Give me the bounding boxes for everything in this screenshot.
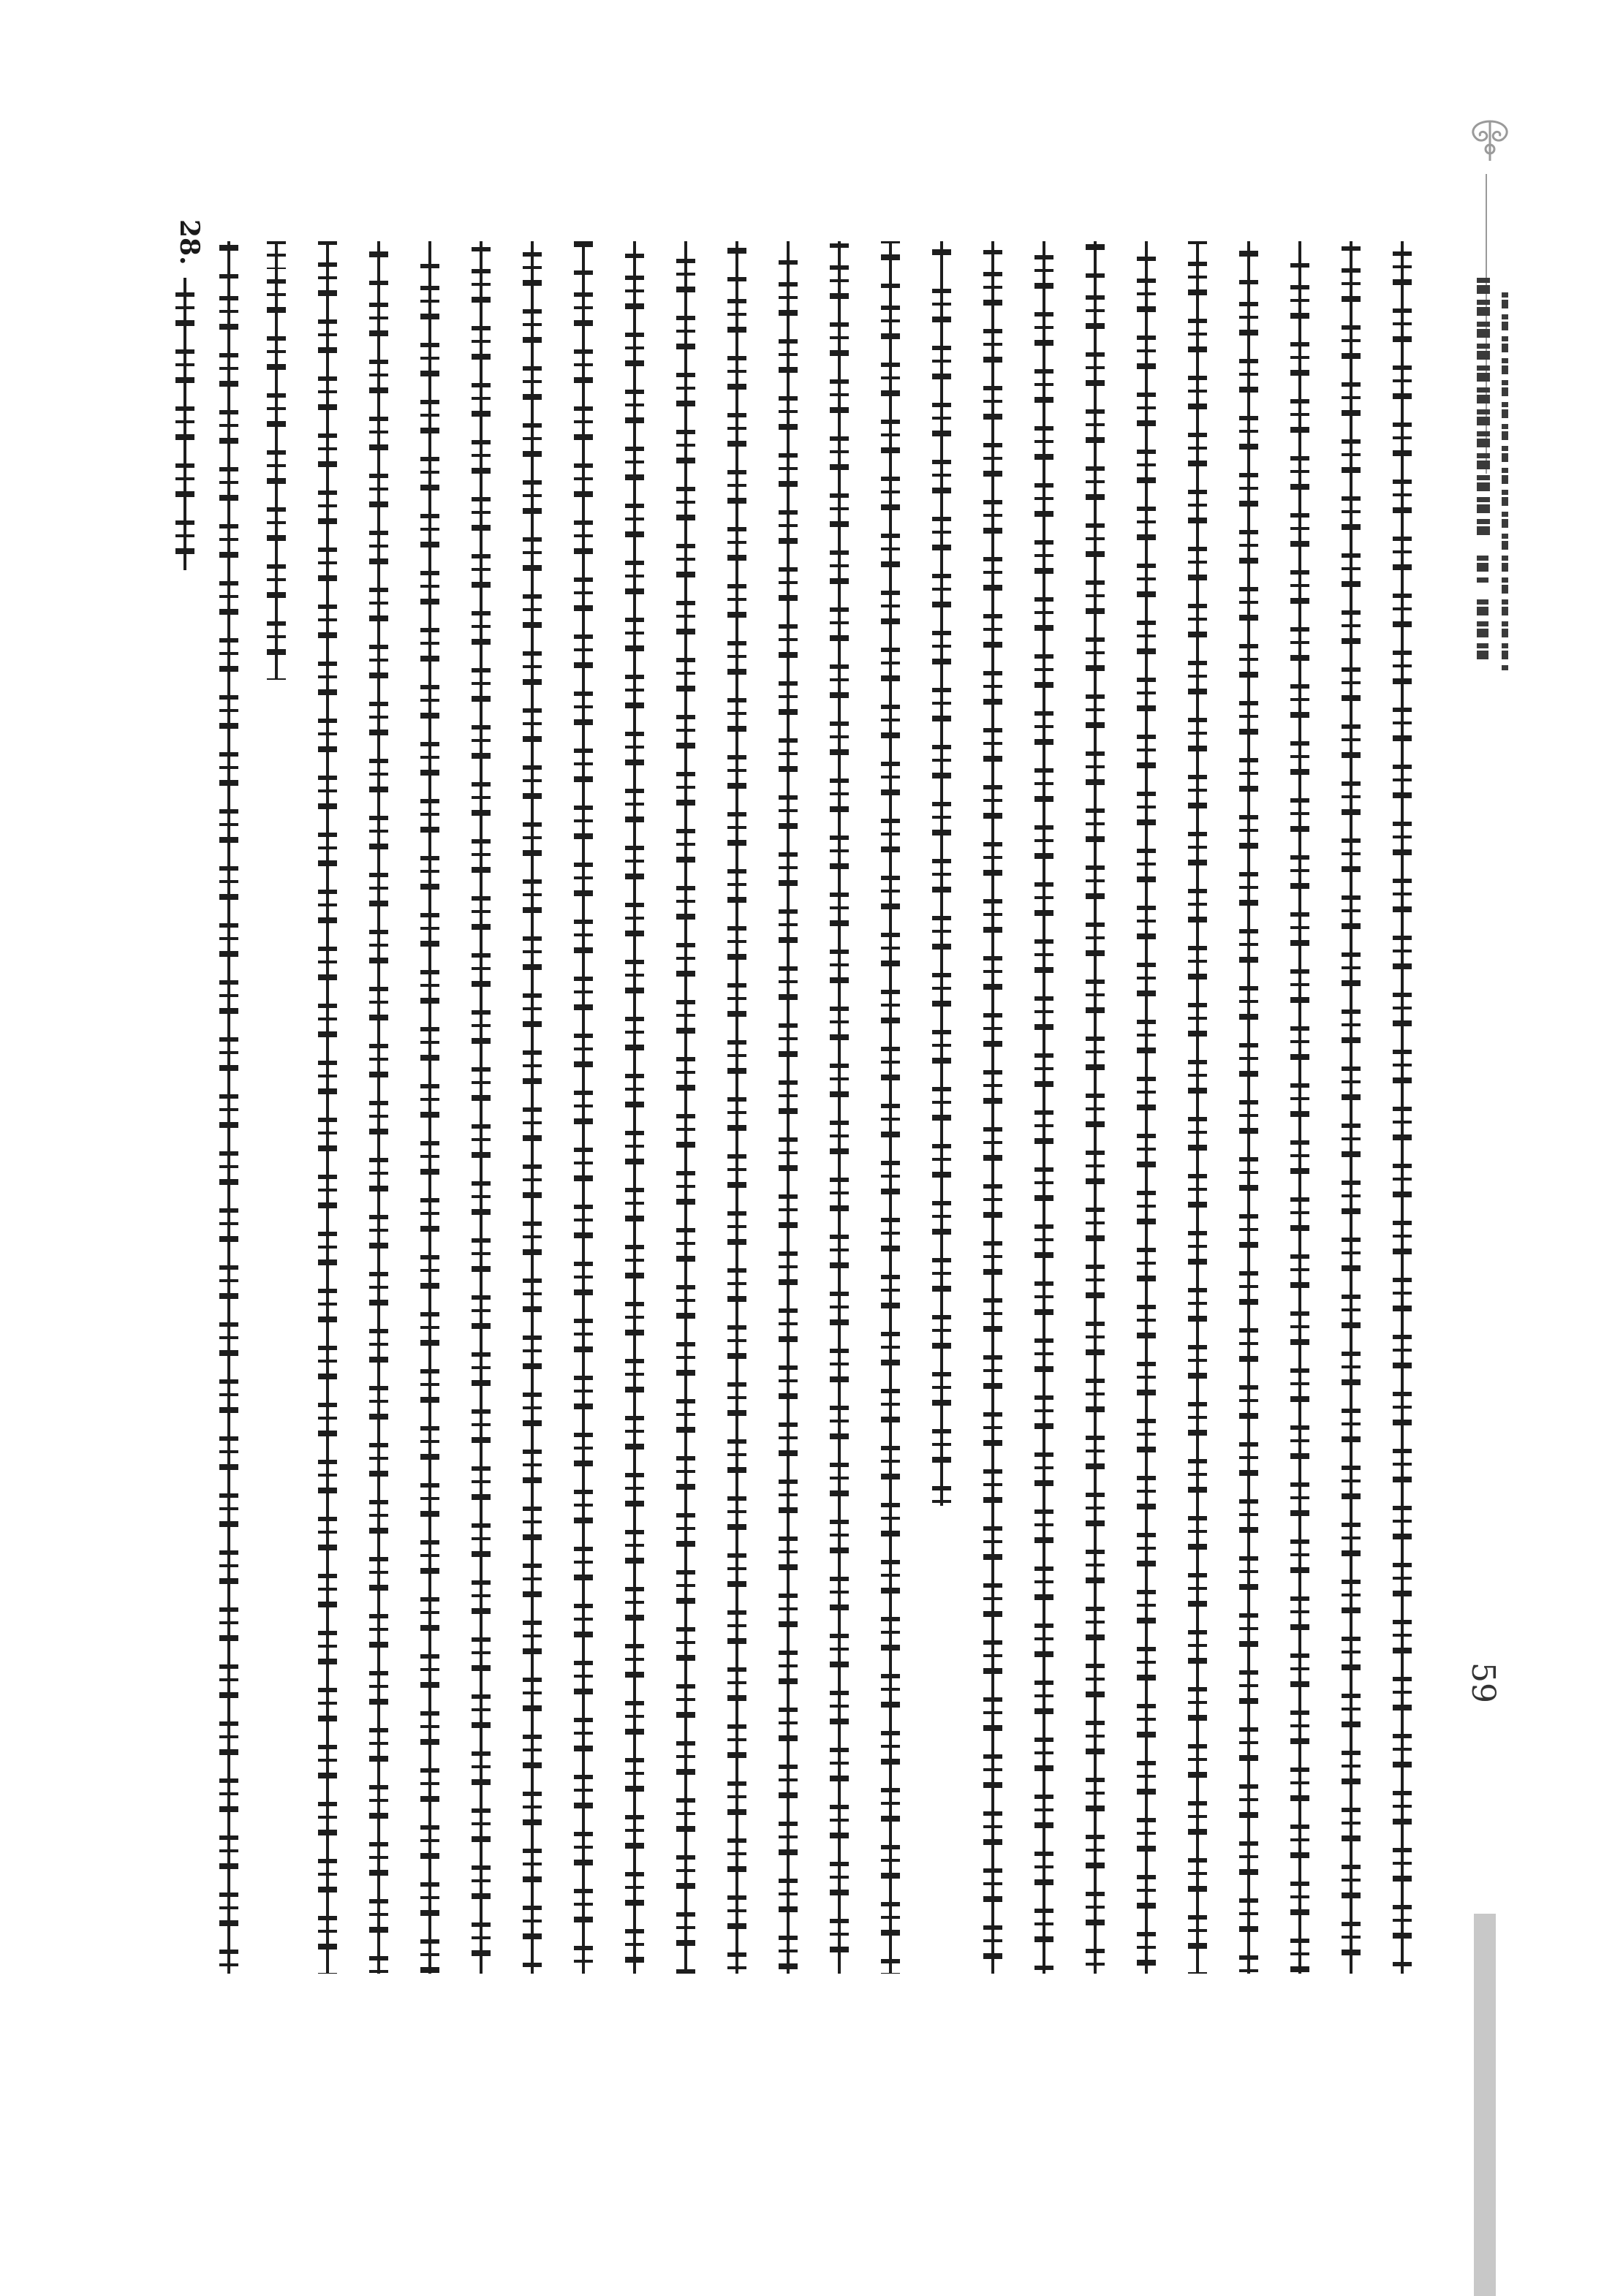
text-column <box>881 241 900 1974</box>
script-stem <box>377 241 380 1974</box>
text-column <box>1188 241 1207 1974</box>
question-number: 28. <box>174 219 205 265</box>
text-column <box>932 241 951 1506</box>
text-column <box>983 241 1002 1974</box>
script-stem <box>684 241 687 1974</box>
text-column <box>1239 241 1258 1974</box>
script-stem <box>227 241 230 1974</box>
text-column <box>1086 241 1105 1974</box>
text-column <box>318 241 337 1974</box>
script-stem <box>275 241 278 680</box>
script-stem <box>735 241 738 1974</box>
script-stem <box>940 241 943 1506</box>
script-stem <box>1094 241 1097 1974</box>
text-column <box>830 241 849 1974</box>
script-stem <box>1247 241 1250 1974</box>
script-stem <box>889 241 892 1974</box>
script-stem <box>1043 241 1045 1974</box>
script-stem <box>1145 241 1148 1974</box>
text-column <box>727 241 746 1974</box>
text-column <box>1342 241 1361 1974</box>
script-stem <box>326 241 329 1974</box>
text-column <box>1393 241 1412 1974</box>
script-stem <box>1298 241 1301 1974</box>
text-column <box>676 241 695 1974</box>
text-column <box>625 241 644 1974</box>
script-stem <box>1401 241 1404 1974</box>
script-stem <box>480 241 483 1974</box>
text-column <box>219 241 238 1974</box>
script-stem <box>1196 241 1199 1974</box>
text-column <box>779 241 798 1974</box>
text-column <box>369 241 388 1974</box>
text-column <box>523 241 542 1974</box>
script-stem <box>1350 241 1352 1974</box>
script-stem <box>428 241 431 1974</box>
text-column <box>420 241 439 1974</box>
page-number: 59 <box>1464 1662 1502 1703</box>
text-column <box>1290 241 1309 1974</box>
script-stem <box>582 241 585 1974</box>
text-column <box>175 278 194 570</box>
script-stem <box>838 241 841 1974</box>
text-column <box>1034 241 1053 1974</box>
text-column <box>267 241 286 680</box>
text-column <box>472 241 491 1974</box>
script-stem <box>184 278 186 570</box>
script-stem <box>633 241 636 1974</box>
script-stem <box>787 241 790 1974</box>
script-stem <box>531 241 534 1974</box>
script-stem <box>991 241 994 1974</box>
text-column <box>574 241 593 1974</box>
text-column <box>1137 241 1156 1974</box>
